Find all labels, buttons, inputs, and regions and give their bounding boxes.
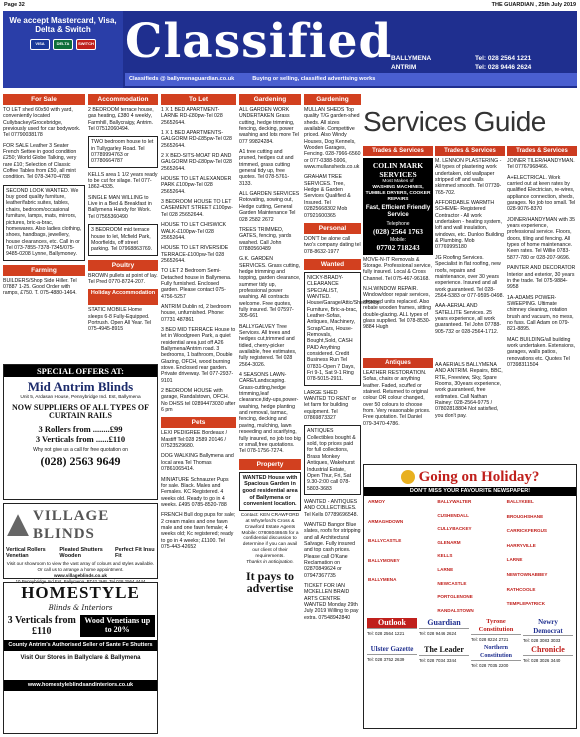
newspaper-logo: Northern Constitution Tel: 028 7035 2200 <box>471 645 521 668</box>
newspaper-logo: Guardian Tel: 028 9446 2624 <box>419 618 469 643</box>
logo-phone: Tel: 028 7035 2200 <box>471 660 521 668</box>
sun-icon <box>401 470 415 484</box>
blind-types: Pleated Shutters Wooden <box>59 546 103 560</box>
town-name: CUSHENDALL <box>437 512 469 518</box>
rollers-price: 3 Rollers from ........£99 <box>38 423 123 434</box>
town-name: HARRYVILLE <box>506 542 536 548</box>
newspaper-logo: Ulster Gazette Tel: 028 3752 2639 <box>367 645 417 668</box>
section-header-trades: Trades & Services <box>435 146 505 156</box>
classified-ad: AFFORDABLE WARMTH SCHEME- Registered Contractor - All work undertaken - heating system, loft and wall insulation, windows, etc. Dunloo Building & Plumbing. Mob 07769995180 <box>435 200 504 251</box>
email-link[interactable]: Classifieds @ ballymenaguardian.co.uk <box>129 76 235 83</box>
logo-phone: Tel: 028 7034 3344 <box>419 655 469 663</box>
town-name: LARNE <box>437 566 454 572</box>
payment-panel <box>3 11 123 88</box>
village-blinds-name: VILLAGE BLINDS <box>33 508 110 543</box>
blind-types: Vertical Rollers Venetian <box>6 546 46 560</box>
section-header-gardening: Gardening <box>239 94 301 105</box>
aa-aerials-column <box>435 362 505 462</box>
ballymena-tel: Tel: 028 2564 1221 <box>475 55 532 62</box>
section-header-poultry: Poultry <box>88 260 158 271</box>
antiques-column <box>363 358 433 462</box>
classified-ad: BALLYGALVEY Tree Services. All trees and hedges cut,trimmed and tidied, cherry-picker available, free estimates, fully registered. Tel 028 2564-3026. <box>239 323 297 368</box>
classified-ad-boxed: SECOND LOOK WANTED. We buy good quality furniture, leather/fabric suites, tables, chairs, bedroom/occasional furniture, lamps, mats, mirrors, pictures, bric-a-brac, homewares. Also ladies clothing, shoes, handbags, jewellery, house clearances, etc. Call in or Tel 073-7855-7378-7345/075-9485-0208 Lynne, Ballymoney. <box>3 185 85 261</box>
office-contacts <box>391 55 577 71</box>
classified-ad: MOVE-N-IT Removals & Storage. Professional service, fully insured. Local & Cross Channel. Tel 075-467-96168. <box>363 256 432 282</box>
homestyle-ad <box>3 582 158 734</box>
colin-mark-fast: Fast, Efficient Friendly Service <box>365 204 431 218</box>
section-header-wanted: Wanted <box>304 259 361 270</box>
village-url[interactable]: www.villageblinds.co.uk <box>54 573 107 579</box>
section-header-gardening-2: Gardening <box>304 94 361 105</box>
colin-mark-list: WASHING MACHINES, TUMBLE DRYERS, COOKER REPAIRS <box>365 185 431 202</box>
newspaper-logo: The Leader Tel: 028 7034 3344 <box>419 645 469 668</box>
property-contact: Contact: KEN CRAWFORD at Whyteford's Cross & Crawford Estate Agents Mobile: 07808048645 for a confidential discussion to determine if you can avail our client of their requirements. <box>240 513 300 559</box>
classified-ad: 2 BEDROOM terrace house, gas heating, £380 4 weekly, Farmhill, Ballycraigy, Antrim. Tel 07512060494. <box>88 107 154 133</box>
town-name: BALLYKEEL <box>506 499 534 504</box>
classified-ad: 3 BED MID TERRACE House to let in Woodgreen Park, a quiet residential area just off A26 Ballymena/Antrim road. 3 bedrooms, 1 bathroom, Double Glazing, OFCH, wood burning stove. Enclosed rear garden. Private driveway. Tel 077-2937-9101 <box>161 326 236 384</box>
section-header-personal: Personal <box>304 223 361 234</box>
classified-ad: N.H.WINDOW REPAIR. Window/door repair services, steamed units replaced. Also rebate wooden frames, sitting double-glazing. ALL types of glass supplied. Tel 078-8530-9884 Hugh <box>363 286 432 331</box>
holiday-title: Going on Holiday? <box>418 469 540 485</box>
town-name: RANDALSTOWN <box>437 607 474 613</box>
classified-ad-boxed: NICKY-BRADY-CLEARANCE SPECIALIST, WANTED. House/Garage/Attic/Shed/Shop. Furniture, Bric-a-brac, Leather-Sofas, Antiques, Machinery, Scrap/Cars, House-Removals, Bought,Sold, CASH PAID Anything considered. Credit Business Run Tel 07831-Open 7 Days, Fri 9-1, Sat 9-1 Ring 078-5015-2911. <box>304 272 361 386</box>
classified-ad: WANTED Bangor Blue slates, roofs for stripping and all Architectural Salvage. Fully insured and top cash prices. Please call O'Kane Reclamation on 02870849624 or 07947367735 <box>304 521 361 579</box>
classified-ad: TO LET shed 60x50 with yard, conveniently located Cullybackey/Grocebridge, previously used for car bodywork. Tel 07790038178 <box>3 107 81 139</box>
homestyle-name: HOMESTYLE <box>21 583 140 602</box>
classified-ad: LEXI PEDIGREE Bordeaux / Mastiff Tel:028 2589 20146 / 07523529680. <box>161 430 228 450</box>
going-on-holiday-ad <box>363 464 577 729</box>
logo-phone: Tel: 028 3026 3440 <box>523 655 573 663</box>
property-wanted-box: WANTED House with Spacious Garden in good residential area of Ballymena or convenient location. <box>239 472 301 512</box>
switch-card-icon: SWITCH <box>76 39 96 50</box>
homestyle-url[interactable]: www.homestyleblindsandinteriors.co.uk <box>4 680 157 691</box>
paper-date: THE GUARDIAN , 25th July 2019 <box>491 2 576 9</box>
section-header-property: Property <box>239 459 301 470</box>
classified-ad: TICKET FOR IAN MCKELLEN BRAID ARTS CENTRE WANTED Monday 29th July 2019 Willing to pay extra. 07548942840 <box>304 583 359 621</box>
classified-ad: LEATHER RESTORATION. Sofas, chairs or anything leather. Faded, scuffed or stained. Returned to original colour OR colour changed, over 50 colours to choose from. Very reasonable prices. Free quotation. Tel Daniel 079-3470-4786. <box>363 370 431 427</box>
classified-ad: MINIATURE Schnauzer Pups for sale. Black. Males and Females. KC Registered. 4 weeks old. Ready to go in 4 weeks. £495 0785-8520-788 <box>161 476 229 508</box>
colin-mob-label: Mobile: <box>389 236 407 243</box>
stores-line: Visit Our Stores in Ballyclare & Ballymena <box>20 654 141 661</box>
strapline: Buying or selling, classified advertising works <box>252 76 376 83</box>
classified-ad: G.K. GARDEN SERVICES. Grass cutting, hedge trimming and topping, garden clearance, summer tidy up, professional power washing. All contracts welcome. Free quotes, fully insured. Tel 07597-305-661 <box>239 256 301 320</box>
classified-ad: 2 BEDROOM HOUSE with garage, Randalstown, OFCH. No DHSS tel 02894473030 after 6 pm <box>161 388 236 414</box>
colin-mark-title: COLIN MARK SERVICES <box>372 161 424 180</box>
newspaper-logo: Tyrone Constitution Tel: 028 8224 2721 <box>471 618 521 643</box>
classified-ad: STATIC MOBILE Home sleeps 6-8 Fully-Equipped. Portrush. Open All Year. Tel 075-4945-8915 <box>88 307 152 333</box>
visa-card-icon: VISA <box>30 39 50 50</box>
town-name: TEMPLEPATRICK <box>506 601 546 607</box>
town-name: RATHCOOLE <box>506 586 536 592</box>
town-name: ARMOY <box>368 499 386 504</box>
logo-phone: Tel: 028 8224 2721 <box>471 634 521 642</box>
village-logo-icon <box>7 514 29 536</box>
classified-ad: 1A-ADAMS POWER-SWEEPING. Ultimate chimney cleaning, rotation brush and vacuum, no mess, no fuss. Call Adam on 079-821-8895. <box>507 294 574 333</box>
classified-ad: HOUSE TO LET RIVERSIDE TERRACE-£100pw-Tel 028 25652644. <box>161 245 229 264</box>
to-let-column <box>161 94 236 734</box>
classified-ad: M. LENNON PLASTERING - All types of plastering work undertaken, old wallpaper stripped off and walls skimmed smooth. Tel 07739-765-702. <box>435 158 502 196</box>
classified-ad-boxed: ANTIQUES Collectibles bought & sold, top prices paid for full collections, Brass Monkey Antiques, Wakehurst Industrial Estate, Open Thur, Fri, Sat 9.30-2:00 call 078-5803-3683 <box>304 425 361 494</box>
colin-mark-sub: Most Makes of <box>382 179 414 185</box>
classified-ad: LARGE SHED WANTED TO RENT or let farm for building equipment. Tel 07869873327 <box>304 389 357 422</box>
classified-ad: FRENCH Bull dog pups for sale; 2 cream males and one fawn male and one fawn female; 4 weeks old; Kc registered; ready to go in 4 weeks; £1100. Tel 075-443-42652 <box>161 512 236 550</box>
classified-ad-boxed: TWO bedroom house to let in Tullygarley Road. Tel 07789994763 or 07780664787 <box>88 136 158 167</box>
accommodation-column <box>88 94 158 374</box>
classified-ad: MAC BUILDING/all building work undertaken. Extensions, garages, walls patios, renovations etc. Quotes Tel 07398311504 <box>507 336 576 368</box>
classified-ad: HOUSE TO LET ALEXANDER PARK £100pw-Tel 028 25652644. <box>161 176 232 195</box>
classified-ad: 3 BEDROOM HOUSE TO LET CASEMENT STREET £100pw-Tel 028 25652644. <box>161 199 233 218</box>
classified-ad: BUILDERS/Shop Side Hiller. Tel 07887 1-25. Good Order with ramps, £750. T. 075-4880-1464. <box>3 277 77 297</box>
classified-ad: TREES TRIMMED, GATES, fencing, yards washed. Call John 07880560489 <box>239 226 292 252</box>
section-header-pets: Pets <box>161 417 236 428</box>
classified-ad: KELLS area 1 1/2 years ready to be cut for silage. Tel 077-1862-4335. <box>88 171 158 191</box>
town-list <box>437 499 502 615</box>
village-note: Visit our showroom to view the vast array of colours and styles available. Or call us to arrange a home appointment. <box>6 561 155 572</box>
newspaper-logo: Outlook Tel: 028 2564 1221 <box>367 618 417 643</box>
village-blinds-ad <box>3 503 158 584</box>
blinds-phone: (028) 2563 9649 <box>40 453 121 468</box>
services-column-3 <box>507 146 577 462</box>
town-name: NEWCASTLE <box>437 580 467 586</box>
gardening-column <box>239 94 301 734</box>
town-name: BALLYCASTLE <box>368 538 402 544</box>
classified-ad: JG Roofing Services. Specialist in flat roofing, new roofs, repairs and maintenance, over 30 years experience. Insured and all work guaranteed. Tel 028-2564-5383 or 077-9595-0498. <box>435 254 504 299</box>
classified-ad: A+ELECTRICAL. Work carried out at keen rates by qualified Electrician, re-wires, appliance connection, sheds, garages. No job too small. Tel 028-9076-8370 <box>507 174 576 213</box>
town-name: ARMAGHDOWN <box>368 518 404 524</box>
section-header-to-let: To Let <box>161 94 236 105</box>
masthead <box>3 11 577 88</box>
town-name: BALLYMENA <box>368 577 397 583</box>
classified-ad: ALL GARDEN SERVICES Rotovating, sowing out, Hedge cutting, General Garden Maintenance Tel 028 2582 2672 <box>239 191 300 223</box>
town-name: NEWTOWNABBEY <box>506 571 548 577</box>
blind-types: Perfect Fit Insu Fit <box>114 546 155 560</box>
classified-ad: JOINER/HANDYMAN with 35 years experience, professional service. Floors, doors, tiling and fencing. All types of home maintenance. Keen rates. Tel Willie 0783-5877-780 or 028-207-9696. <box>507 216 576 261</box>
colin-tel-label: Telephone <box>386 221 410 228</box>
town-name: CARRICKFERGUS <box>506 528 547 534</box>
town-list <box>507 499 572 615</box>
classified-ad: 1 X 1 BED APARTMENTS-GALGORM RD-£85pw-Tel 028 25652644. <box>161 130 232 149</box>
section-header-holiday: Holiday Accommodation <box>88 289 158 305</box>
homestyle-sub: Blinds & Interiors <box>48 603 113 612</box>
classified-ad: DOG WALKING Ballymena and local area Tel Thomas 07861065414. <box>161 453 234 473</box>
wood-venetians-offer: Wood Venetians up to 20% <box>80 615 156 637</box>
payment-tagline: We accept Mastercard, Visa, Delta & Switch <box>9 16 117 35</box>
classified-ad: WANTED - ANTIQUES AND COLLECTIBLES. Tel Kells 07789696548. <box>304 498 358 518</box>
town-name: CULLYBACKEY <box>437 526 472 532</box>
classified-ad: AAA-AERIAL AND SATELLITE Services. 25 years experience, all work guaranteed. Tel John 07788-905-732 or 028-2564-1712. <box>435 303 501 335</box>
classified-ad: PAINTER AND DECORATOR Interior and exterior, 30 years in the trade. Tel 075-9884-9958 <box>507 265 576 291</box>
logo-phone: Tel: 028 3752 2639 <box>367 654 417 662</box>
town-name: KELLS <box>437 553 453 559</box>
services-guide-title: Services Guide <box>363 106 546 137</box>
logo-phone: Tel: 028 2564 1221 <box>367 628 417 636</box>
section-header-for-sale: For Sale <box>3 94 85 105</box>
town-name: BROUGHSHANE <box>506 513 544 519</box>
section-header-antiques: Antiques <box>363 358 433 368</box>
town-name: PORTGLENONE <box>437 594 473 600</box>
classified-ad: 4 SEASONS LAWN-CARE/Landscaping. Grass-cutting,hedge trimming,leaf clearance,tidy-ups,power-washing, hedge planting and removal, tarmac, fencing, decking and paving, mulching, lawn reseeding and scarifying, fully insured, no job too big or small,free quotations. Tel 078-1756-7274. <box>239 372 301 455</box>
curtain-rails-line: NOW SUPPLIERS OF ALL TYPES OF CURTAIN RAILS <box>12 403 149 421</box>
verticals-price: 3 Verticals from ......£110 <box>35 434 126 445</box>
classified-ad: 1 X 1 BED APARTMENT-LARNE RD-£80pw-Tel 028 25652644. <box>161 107 223 126</box>
masthead-strip <box>125 73 577 86</box>
classified-ad: SINGLE MAN WILLING to Live in a Bed & Breakfast in Ballymena Handy for Work. Tel 07565360490 <box>88 194 152 220</box>
town-list <box>368 499 433 615</box>
blinds-address: Unit 5, Ardasan House, Pennybridge Ind. Est, Ballymena <box>20 395 141 401</box>
colin-mark-ad <box>363 158 433 255</box>
special-offers-heading: SPECIAL OFFERS AT: <box>4 365 157 377</box>
classified-ad: GRAHAM TREE SERVICES. Tree, Hedge & Garden Services Qualified & Insured. Tel 02825668302 Mob 07921600365 <box>304 174 351 219</box>
property-thanks: Thanks in anticipation. <box>246 559 294 565</box>
classified-ad: MULLAN SHEDS Top quality T/G garden-shed sheds. All sizes available. Competitive priced. Also Windy Houses, Dog Kennels, Wooden Garages, Fencing. 028-7966-6560 or 077-0388-5906, www.mullansheds.co.uk <box>304 107 361 171</box>
classified-ad-boxed: 3 BEDROOM mid terrace house to let, Mcfield Park, Moorfields, off street parking. Tel 07968863769. <box>88 224 158 255</box>
town-name: LARNE <box>506 557 523 563</box>
colin-mob: 07702 718243 <box>376 242 420 252</box>
town-name: BALLYWALTER <box>437 499 472 504</box>
holiday-subtitle: DON'T MISS YOUR FAVOURITE NEWSPAPER! <box>364 487 576 496</box>
pays-to-advertise: It pays to advertise <box>245 568 294 596</box>
section-header-trades: Trades & Services <box>507 146 577 156</box>
page-header <box>4 1 576 10</box>
section-header-farming: Farming <box>3 265 85 276</box>
classified-ad: FOR SALE Leather 3 Seater French Settee in good condition £250; World Globe Talking, very rare £10; Selection of Classic Coffee Tables from £50, all mint condition. Tel 078-3470-4788 <box>3 142 77 181</box>
mid-antrim-blinds-ad <box>3 364 158 500</box>
classified-ad: BROWN pullets at point of lay. Tel Pred 0770-8724-207. <box>88 272 158 285</box>
classified-ad: HOUSE TO LET CHISWICK WALK-£100pw-Tel 028 25652644. <box>161 222 227 241</box>
antrim-label: ANTRIM <box>391 63 417 71</box>
quotation-line: Why not give us a call for free quotation on <box>33 446 128 453</box>
village-address: 10 Pennybridge Ind Est, Ballymena. BT42 3HB. Tel 028 2564 4444 <box>15 578 146 584</box>
delta-card-icon: DELTA <box>53 39 73 50</box>
logo-phone: Tel: 028 3083 3033 <box>523 635 573 643</box>
ballymena-label: BALLYMENA <box>391 55 432 62</box>
section-header-accommodation: Accommodation <box>88 94 158 105</box>
classified-ad: JOINER TILER/HANDYMAN. Tel 07767968466. <box>507 158 575 171</box>
town-name: GLENARM <box>437 539 461 545</box>
classified-ad: ANTRIM Dublin rd, 2 bedroom house, unfurnished. Phone: 07731 487861 <box>161 303 231 323</box>
newspaper-logo: Newry Democrat Tel: 028 3083 3033 <box>523 618 573 643</box>
classified-ad: AA AERIALS BALLYMENA AND ANTRIM. Repairs, BBC, RTE, Freeview, Sky, Spare Rooms, 30years experience, work guaranteed, free estimates. Call Nathan Rainey: 028-2564-9775 / 07802818804 Not satisfied, you don't pay. <box>435 362 503 419</box>
verticals-offer: 3 Verticals from £110 <box>7 615 76 638</box>
newspaper-logo: Chronicle Tel: 028 3026 3440 <box>523 645 573 668</box>
logo-phone: Tel: 028 9446 2624 <box>419 628 469 636</box>
mid-antrim-blinds-name: Mid Antrim Blinds <box>27 379 134 395</box>
classified-ad: ALL GARDEN WORK UNDERTAKEN Grass cutting, hedge trimming, fencing, decking, power washing and lots more Tel 077 99824284. <box>239 107 299 145</box>
classified-ad: DON'T be alone call two's company dating tel 078-8632-1977 <box>304 235 361 255</box>
classified-ad: A1 tree cutting and pruned, hedges cut and trimmed, grass cutting general tidy up, free quotes. Tel 078-5761-3133. <box>239 149 294 187</box>
town-name: BALLYMONEY <box>368 557 400 563</box>
classified-title: Classified <box>125 14 393 69</box>
section-header-trades: Trades & Services <box>363 146 433 156</box>
antrim-tel: Tel: 028 9446 2624 <box>475 63 532 71</box>
classified-ad: 2 X BED-SITS-MOAT RD AND GALGORM RD-£80pw-Tel 028 25652644. <box>161 153 232 172</box>
page-number: Page 32 <box>4 2 25 9</box>
classified-ad: TO LET 2 Bedroom Semi-Detached house in Ballymena. Fully furnished. Enclosed garden. Please contact 075-4756-5257 <box>161 268 232 300</box>
colin-tel: (028) 2564 1763 <box>373 227 423 237</box>
shutters-line: County Antrim's Authorised Seller of Sante Fe Shutters <box>4 640 157 651</box>
